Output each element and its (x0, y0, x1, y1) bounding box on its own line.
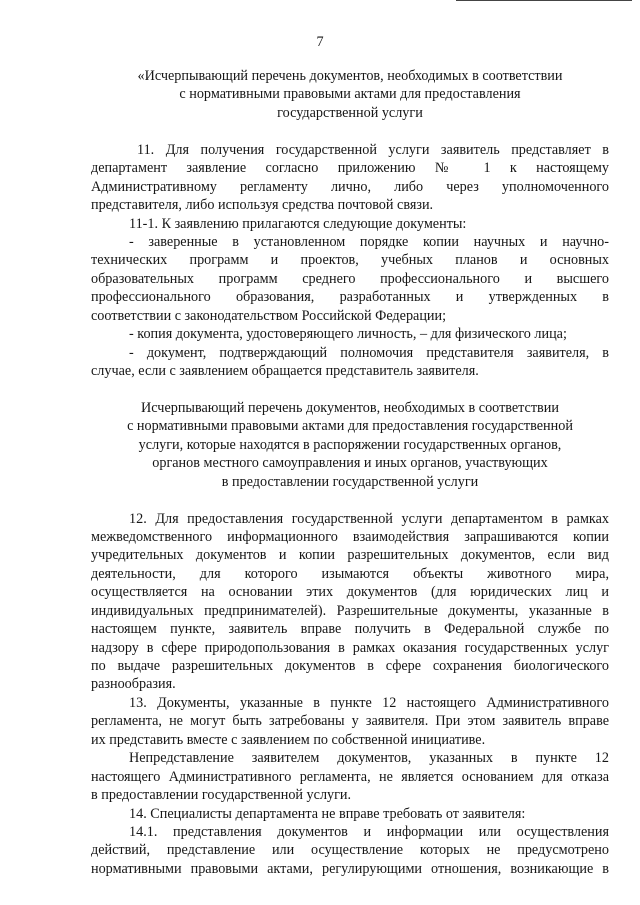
top-rule (456, 0, 632, 1)
text-line: с нормативными правовыми актами для предоставления государственной (127, 418, 573, 435)
text-line: - копия документа, удостоверяющего личность, – для физического лица; (129, 326, 567, 343)
document-body (91, 67, 609, 878)
text-line: деятельности, для которого изымаются объекты животного мира, (91, 565, 609, 582)
text-line: по выдаче разрешительных документов в сфере сохранения биологического (91, 658, 609, 674)
text-line: в предоставлении государственной услуги. (91, 787, 352, 804)
text-line: государственной услуги (277, 104, 423, 121)
text-line: «Исчерпывающий перечень документов, необходимых в соответствии (137, 68, 563, 84)
text-line: 12. Для предоставления государственной услуги департаментом в рамках (129, 510, 609, 527)
text-line: Непредставление заявителем документов, указанных в пункте 12 (129, 750, 609, 767)
text-line: в предоставлении государственной услуги (221, 473, 479, 490)
text-line: надзору в сфере природопользования в рамках оказания государственных услуг (91, 639, 609, 656)
text-line: - заверенные в установленном порядке копии научных и научно- (129, 233, 609, 250)
text-line: представителя, либо используя средства почтовой связи. (91, 197, 434, 214)
text-line: соответствии с законодательством Российской Федерации; (91, 307, 447, 324)
text-line: нормативными правовыми актами, регулирующими отношения, возникающие в (91, 860, 609, 877)
text-line: с нормативными правовыми актами для предоставления (179, 86, 521, 103)
text-line: индивидуальных предпринимателей). Разрешительные документы, указанные в (91, 602, 609, 619)
text-line: настоящем пункте, заявитель вправе получить в Федеральной службе по (91, 621, 609, 638)
text-line: департамент заявление согласно приложению № 1 к настоящему (91, 160, 609, 177)
text-line: действий, представление или осуществление которых не предусмотрено (91, 842, 609, 859)
text-line: разнообразия. (91, 676, 176, 693)
text-line: регламента, не могут быть затребованы у заявителя. При этом заявитель вправе (91, 713, 609, 730)
text-line: межведомственного информационного взаимодействия запрашиваются копии (91, 528, 609, 545)
paragraph-gap (91, 380, 609, 398)
text-line: органов местного самоуправления и иных органов, участвующих (152, 455, 548, 472)
text-line: их представить вместе с заявлением по собственной инициативе. (91, 731, 486, 748)
text-line: 13. Документы, указанные в пункте 12 настоящего Административного (129, 694, 609, 711)
text-line: случае, если с заявлением обращается представитель заявителя. (91, 363, 479, 379)
text-line: 14.1. представления документов и информации или осуществления (129, 823, 609, 840)
text-line: учредительных документов и копии разрешительных документов, если вид (91, 547, 609, 564)
text-line: Административному регламенту лично, либо через уполномоченного (91, 178, 609, 195)
text-line: осуществляется на основании этих документов (для юридических лиц и (91, 584, 609, 601)
text-line: 11. Для получения государственной услуги заявитель представляет в (137, 141, 609, 158)
paragraph-gap (91, 122, 609, 140)
text-line: образовательных программ среднего профессионального и высшего (91, 270, 609, 287)
text-line: Исчерпывающий перечень документов, необходимых в соответствии (141, 399, 559, 416)
text-line: профессионального образования, разработанных и утвержденных в (91, 289, 609, 306)
text-line: - документ, подтверждающий полномочия представителя заявителя, в (129, 344, 609, 361)
text-line: 14. Специалисты департамента не вправе требовать от заявителя: (129, 805, 526, 822)
text-line: технических программ и проектов, учебных планов и основных (91, 252, 609, 269)
text-line: услуги, которые находятся в распоряжении государственных органов, (138, 436, 562, 453)
text-line: 11-1. К заявлению прилагаются следующие документы: (129, 215, 467, 232)
paragraph-gap (91, 491, 609, 509)
text-line: настоящего Административного регламента, не является основанием для отказа (91, 768, 609, 785)
page-number: 7 (316, 34, 324, 50)
